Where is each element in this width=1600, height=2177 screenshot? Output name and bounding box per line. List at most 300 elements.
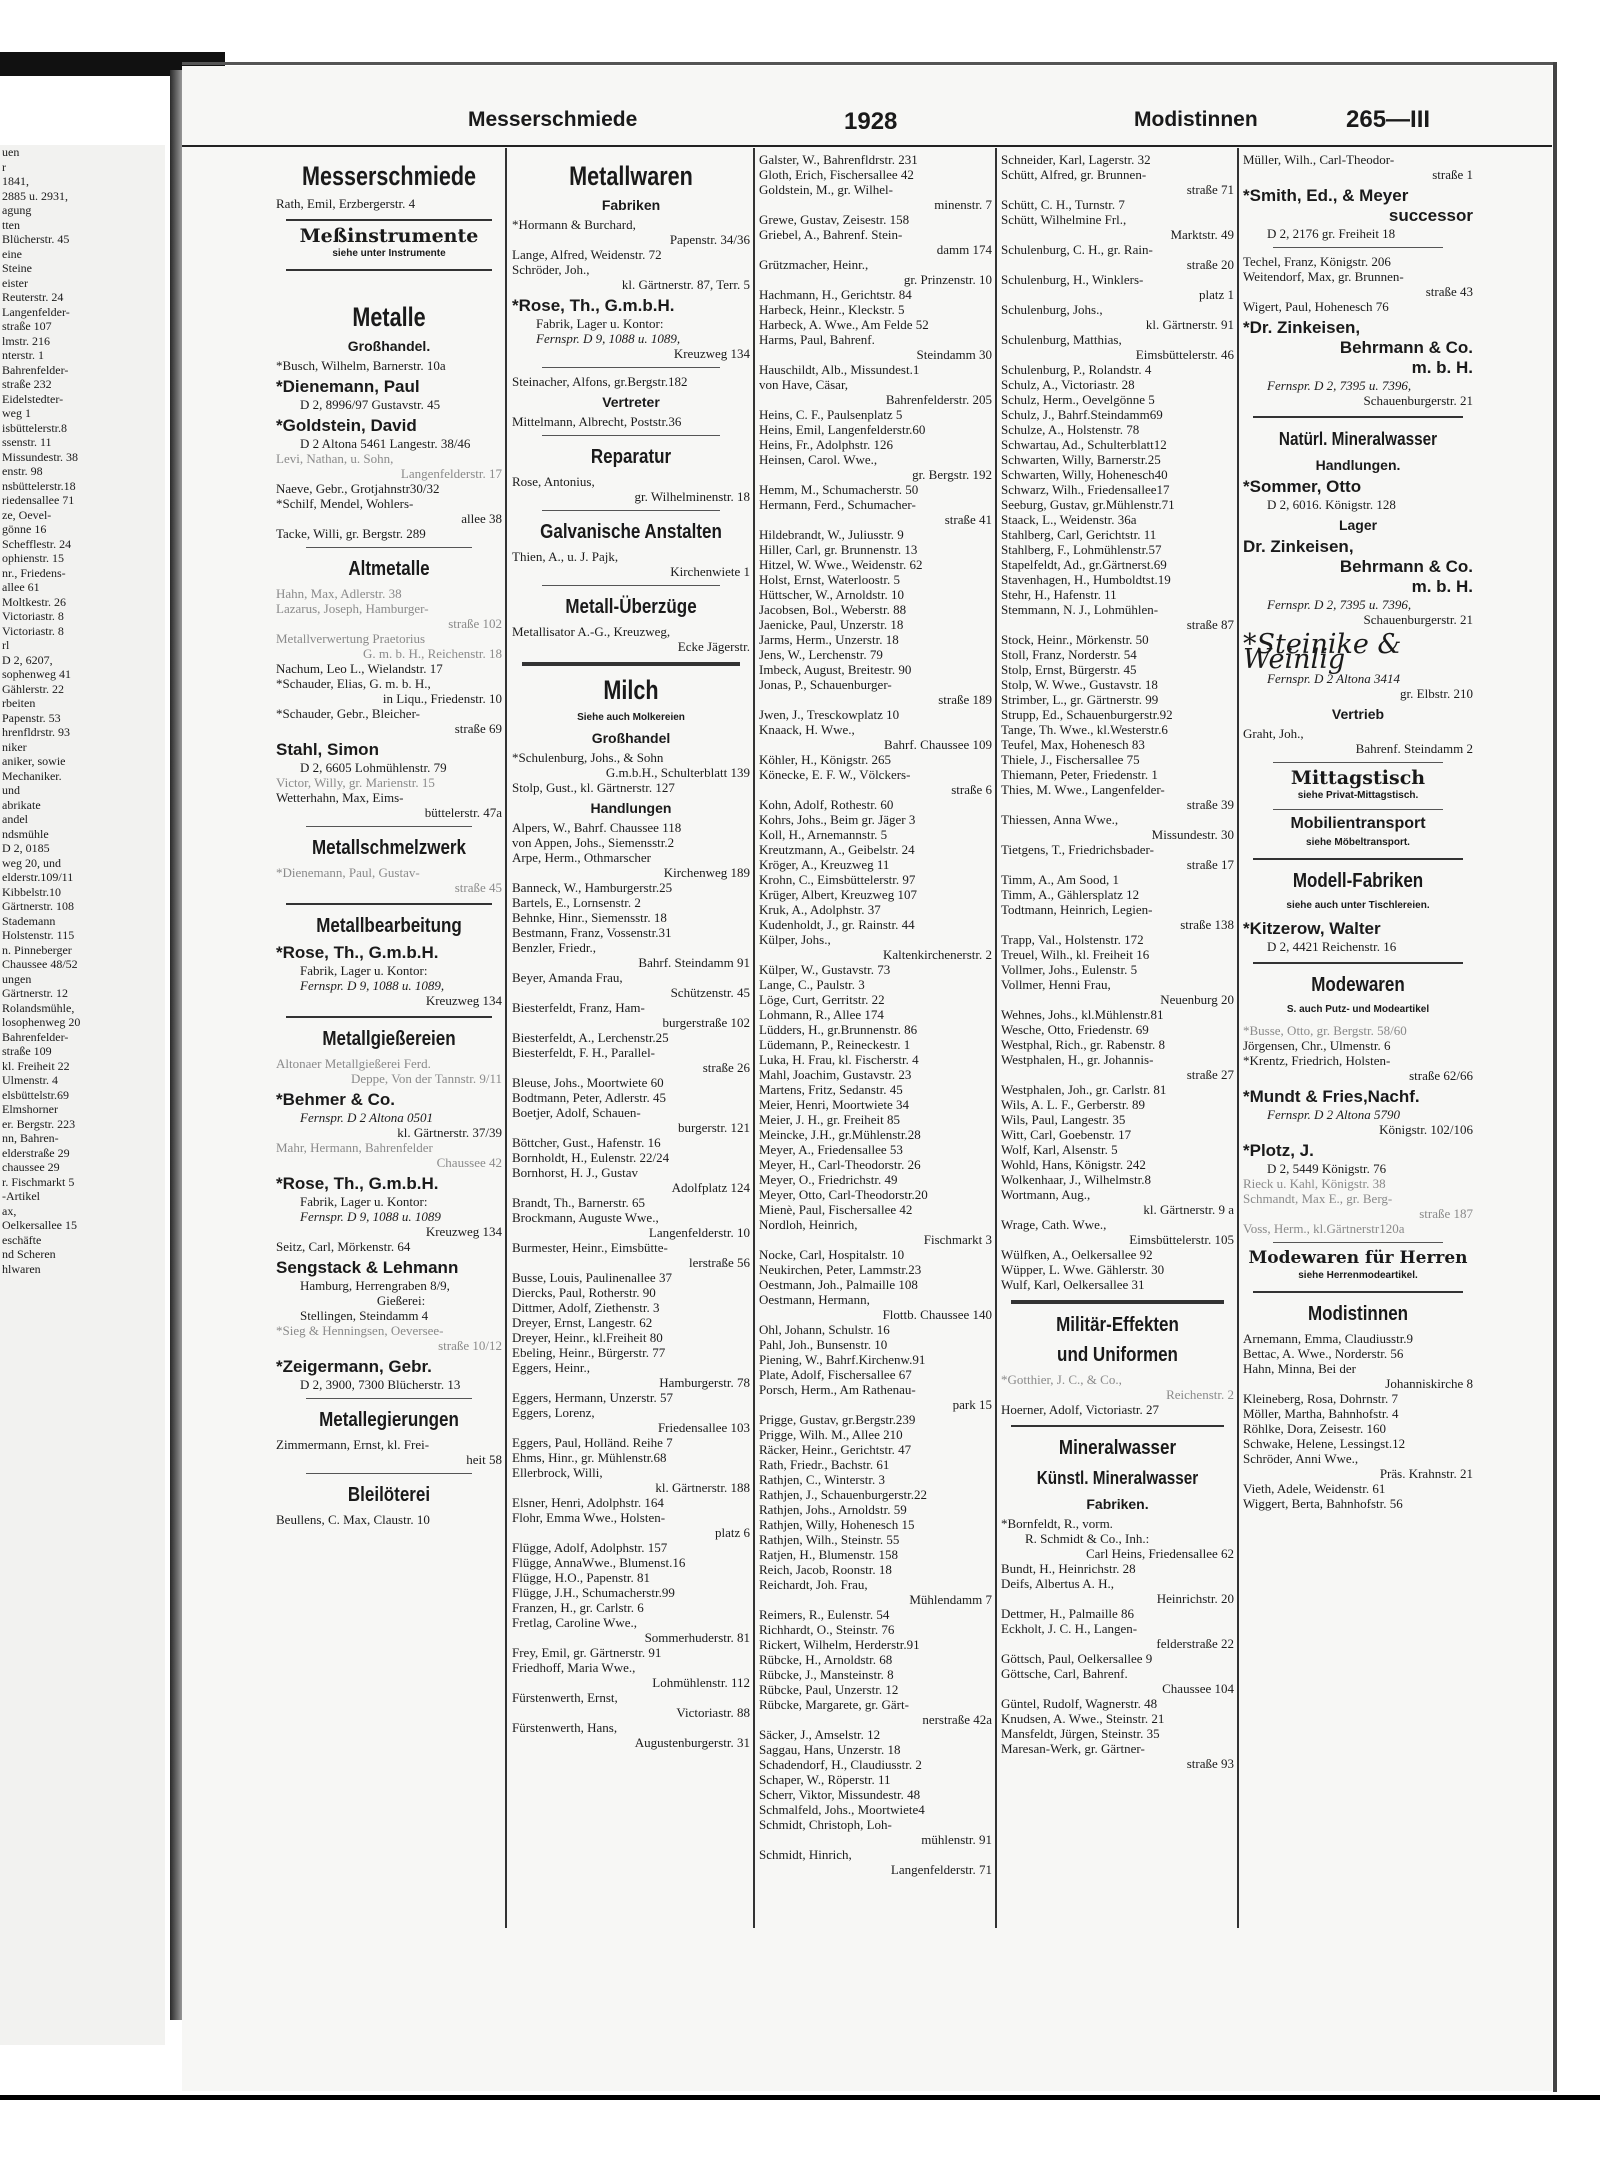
heading-altmetalle: Altmetalle (348, 558, 430, 580)
heading-mobilientransport: Mobilientransport (1290, 815, 1426, 832)
list-entry: Seeburg, Gustav, gr.Mühlenstr.71 (1001, 497, 1175, 512)
list-entry: Knaack, H. Wwe., Bahrf. Chaussee 109 (759, 722, 992, 752)
list-entry: Heins, Fr., Adolphstr. 126 (759, 437, 893, 452)
list-entry: Wrage, Cath. Wwe., Eimsbüttelerstr. 105 (1001, 1217, 1234, 1247)
entry: *Busch, Wilhelm, Barnerstr. 10a (276, 358, 446, 373)
heading-mineralwasser: Mineralwasser (1058, 1437, 1177, 1459)
fragment-line: elderstraße 29 (2, 1145, 70, 1160)
entry: Müller, Wilh., Carl-Theodor- straße 1 (1243, 152, 1473, 182)
heading-metallbearbeitung: Metallbearbeitung (316, 915, 462, 937)
list-entry: Stahlberg, F., Lohmühlenstr.57 (1001, 542, 1162, 557)
fragment-line: Holstenstr. 115 (2, 928, 75, 942)
mineral-water-list (1001, 1561, 1234, 1771)
list-entry: Grützmacher, Heinr., gr. Prinzenstr. 10 (759, 257, 992, 287)
heading-modewaren: Modewaren (1311, 974, 1405, 996)
list-entry: Schwarten, Willy, Barnerstr.25 (1001, 452, 1161, 467)
entry: Rieck u. Kahl, Königstr. 38 (1243, 1176, 1386, 1191)
fragment-line: Chaussee 48/52 (2, 957, 78, 971)
entry: Lange, Alfred, Weidenstr. 72 (512, 247, 662, 262)
fragment-line: straße 109 (2, 1044, 52, 1058)
header-rule (182, 145, 1552, 147)
fragment-line: Gärtnerstr. 12 (2, 986, 68, 1000)
entry: Nachum, Leo L., Wielandstr. 17 (276, 661, 443, 676)
cross-reference: siehe Privat-Mittagstisch. (1297, 790, 1419, 801)
entry-phone: Fernspr. D 2, 7395 u. 7396, (1267, 597, 1412, 612)
list-entry: Lüdders, H., gr.Brunnenstr. 86 (759, 1022, 918, 1037)
list-entry: Krohn, C., Eimsbüttelerstr. 97 (759, 872, 916, 887)
entry: Wigert, Paul, Hohenesch 76 (1243, 299, 1389, 314)
cross-reference: S. auch Putz- und Modeartikel (1286, 1004, 1430, 1015)
fragment-line: n. Pinneberger (2, 942, 72, 957)
list-entry: Schwarten, Willy, Hohenesch40 (1001, 467, 1168, 482)
bold-entry-name: *Smith, Ed., & Meyer (1243, 186, 1409, 205)
section-rule (306, 547, 472, 548)
page-header (182, 108, 1552, 144)
entry-address: Kreuzweg 134 (425, 993, 502, 1008)
heading-kuenstl-mineralwasser: Künstl. Mineralwasser (1036, 1468, 1199, 1488)
fragment-line: straße 232 (2, 377, 52, 391)
list-entry: Frey, Emil, gr. Gärtnerstr. 91 (512, 1645, 662, 1660)
entry: Rath, Emil, Erzbergerstr. 4 (276, 196, 416, 211)
list-entry: Brandt, Th., Barnerstr. 65 (512, 1195, 645, 1210)
entry-phone: Fernspr. D 2 Altona 0501 (300, 1110, 434, 1125)
entry-detail: D 2, 5449 Königstr. 76 (1267, 1161, 1387, 1176)
list-entry: Schulenburg, P., Rolandstr. 4 (1001, 362, 1152, 377)
list-entry: Schulenburg, H., Winklers- platz 1 (1001, 272, 1234, 302)
list-entry: Goldstein, M., gr. Wilhel- minenstr. 7 (759, 182, 992, 212)
bold-entry-name: Dr. Zinkeisen, (1243, 537, 1354, 556)
section-rule (1253, 416, 1463, 418)
list-entry: Oestmann, Hermann, Flottb. Chaussee 140 (759, 1292, 992, 1322)
list-entry: Hiller, Carl, gr. Brunnenstr. 13 (759, 542, 918, 557)
list-entry: Rathjen, Johs., Arnoldstr. 59 (759, 1502, 907, 1517)
fragment-line: abrikate (2, 797, 41, 812)
list-entry: Griebel, A., Bahrenf. Stein- damm 174 (759, 227, 992, 257)
entry: Wetterhahn, Max, Eims- büttelerstr. 47a (276, 790, 502, 820)
column-separator (1237, 148, 1239, 1928)
list-entry: Eggers, Hermann, Unzerstr. 57 (512, 1390, 674, 1405)
heading-modell-fabriken: Modell-Fabriken (1292, 870, 1424, 892)
entry: Beullens, C. Max, Claustr. 10 (276, 1512, 430, 1527)
list-entry: Külper, Johs., Kaltenkirchenerstr. 2 (759, 932, 992, 962)
list-entry: Schneider, Karl, Lagerstr. 32 (1001, 152, 1151, 167)
entry: Mittelmann, Albrecht, Poststr.36 (512, 414, 682, 429)
header-page-number: 265—III (1346, 106, 1431, 133)
fragment-line: eine (2, 246, 22, 261)
fragment-line: niker (2, 739, 27, 754)
heading-militaer-effekten: Militär-Effekten (1056, 1314, 1179, 1336)
advertiser-steinike-weinlig: *Steinike & Weinlig (1243, 629, 1402, 675)
list-entry: Fürstenwerth, Ernst, Victoriastr. 88 (512, 1690, 750, 1720)
fragment-line: Reuterstr. 24 (2, 290, 64, 304)
section-rule (1253, 1291, 1463, 1293)
subheading-grosshandel: Großhandel. (347, 338, 431, 354)
entry-detail: Fabrik, Lager u. Kontor: (300, 1194, 428, 1209)
fragment-line: agung (2, 203, 32, 217)
list-entry: Schwarz, Wilh., Friedensallee17 (1001, 482, 1170, 497)
entry: Weitendorf, Max, gr. Brunnen- straße 43 (1243, 269, 1473, 299)
heading-natuerl-mineralwasser: Natürl. Mineralwasser (1278, 429, 1438, 449)
list-entry: Westphal, Rich., gr. Rabenstr. 8 (1001, 1037, 1165, 1052)
entry: Voss, Herm., kl.Gärtnerstr120a (1243, 1221, 1405, 1236)
section-rule (542, 585, 720, 586)
list-entry: Imbeck, August, Breitestr. 90 (759, 662, 912, 677)
entry: Zimmermann, Ernst, kl. Frei- heit 58 (276, 1437, 502, 1467)
entry-phone: Fernspr. D 9, 1088 u. 1089 (300, 1209, 441, 1224)
list-entry: Wolkenhaar, J., Wilhelmstr.8 (1001, 1172, 1152, 1187)
list-entry: Tietgens, T., Friedrichsbader- straße 17 (1001, 842, 1234, 872)
subheading-handlungen: Handlungen (590, 800, 672, 816)
list-entry: Jonas, P., Schauenburger- straße 189 (759, 677, 992, 707)
list-entry: Schütt, Wilhelmine Frl., Marktstr. 49 (1001, 212, 1234, 242)
fragment-line: hlwaren (2, 1261, 41, 1276)
list-entry: Kleineberg, Rosa, Dohrnstr. 7 (1243, 1391, 1399, 1406)
list-entry: Lange, C., Paulstr. 3 (759, 977, 865, 992)
list-entry: Flohr, Emma Wwe., Holsten- platz 6 (512, 1510, 750, 1540)
list-entry: Bleuse, Johs., Moortwiete 60 (512, 1075, 664, 1090)
cross-reference: Siehe auch Molkereien (577, 712, 685, 723)
list-entry: Burmester, Heinr., Eimsbütte- lerstraße 56 (512, 1240, 750, 1270)
fragment-line: andel (2, 812, 28, 826)
list-entry: Biesterfeldt, F. H., Parallel- straße 26 (512, 1045, 750, 1075)
entry: Schröder, Joh., kl. Gärtnerstr. 87, Terr. 5 (512, 262, 750, 292)
list-entry: Franzen, H., gr. Carlstr. 6 (512, 1600, 644, 1615)
fragment-line: Papenstr. 53 (2, 710, 61, 725)
entry-address: gr. Elbstr. 210 (1400, 686, 1473, 701)
entry-address: Kreuzweg 134 (425, 1224, 502, 1239)
list-entry: Rübcke, J., Mansteinstr. 8 (759, 1667, 894, 1682)
list-entry: Schulz, A., Victoriastr. 28 (1001, 377, 1135, 392)
column-separator (505, 148, 507, 1928)
list-entry: Meyer, Otto, Carl-Theodorstr.20 (759, 1187, 928, 1202)
entry-detail: D 2, 2176 gr. Freiheit 18 (1267, 226, 1396, 241)
page-edge-top (182, 62, 1557, 65)
fragment-line: Langenfelder- (2, 304, 70, 319)
section-rule (1253, 858, 1463, 860)
list-entry: Schwartau, Ad., Schulterblatt12 (1001, 437, 1167, 452)
entry: Levi, Nathan, u. Sohn, Langenfelderstr. 17 (276, 451, 502, 481)
list-entry: Bettac, A. Wwe., Norderstr. 56 (1243, 1346, 1404, 1361)
section-rule (1273, 247, 1443, 248)
list-entry: Scherr, Viktor, Missundestr. 48 (759, 1787, 921, 1802)
previous-page-fragment (0, 145, 165, 2045)
entry: Naeve, Gebr., Grotjahnstr30/32 (276, 481, 440, 496)
list-entry: Timm, A., Gählersplatz 12 (1001, 887, 1140, 902)
list-entry: Schaper, W., Röperstr. 11 (759, 1772, 891, 1787)
fragment-line: 1841, (2, 174, 29, 188)
list-entry: Arpe, Herm., Othmarscher Kirchenweg 189 (512, 850, 750, 880)
list-entry: Säcker, J., Amselstr. 12 (759, 1727, 881, 1742)
fragment-line: nsbüttelerstr.18 (2, 478, 76, 493)
section-rule (522, 662, 740, 666)
fragment-line: Rolandsmühle, (2, 1000, 75, 1015)
list-entry: Meier, J. H., gr. Freiheit 85 (759, 1112, 901, 1127)
list-entry: Mahl, Joachim, Gustavstr. 23 (759, 1067, 912, 1082)
fragment-line: sophenweg 41 (2, 667, 71, 681)
bold-entry-name: *Behmer & Co. (276, 1090, 396, 1109)
fragment-line: eister (2, 275, 28, 290)
list-entry: Krüger, Albert, Kreuzweg 107 (759, 887, 917, 902)
entry: *Bornfeldt, R., vorm. (1001, 1516, 1113, 1531)
entry: Metallverwertung Praetorius G. m. b. H., Reichenstr. 18 (276, 631, 502, 661)
list-entry: Harbeck, Heinr., Kleckstr. 5 (759, 302, 905, 317)
fragment-line: Steine (2, 261, 32, 275)
subheading-handlungen: Handlungen. (1315, 457, 1401, 473)
fragment-line: nn, Bahren- (2, 1131, 59, 1145)
fragment-line: -Artikel (2, 1189, 40, 1203)
list-entry: Reichardt, Joh. Frau, Mühlendamm 7 (759, 1577, 992, 1607)
list-entry: Bundt, H., Heinrichstr. 28 (1001, 1561, 1136, 1576)
fragment-line: rl (2, 638, 10, 652)
list-entry: Ehms, Hinr., gr. Mühlenstr.68 (512, 1450, 667, 1465)
entry: Stolp, Gust., kl. Gärtnerstr. 127 (512, 780, 675, 795)
section-rule (1011, 1425, 1224, 1427)
heading-messinstrumente: Meßinstrumente (299, 225, 479, 247)
bold-entry-name: *Rose, Th., G.m.b.H. (512, 296, 675, 315)
list-entry: Meyer, O., Friedrichstr. 49 (759, 1172, 898, 1187)
list-entry: Harms, Paul, Bahrenf. Steindamm 30 (759, 332, 992, 362)
fragment-line: r (2, 159, 6, 174)
list-entry: Schulz, Herm., Oevelgönne 5 (1001, 392, 1155, 407)
subheading-vertreter: Vertreter (602, 394, 660, 410)
list-entry: Schmidt, Christoph, Loh- mühlenstr. 91 (759, 1817, 992, 1847)
list-entry: Beyer, Amanda Frau, Schützenstr. 45 (512, 970, 750, 1000)
list-entry: Galster, W., Bahrenfldrstr. 231 (759, 152, 918, 167)
list-entry: Schulenburg, C. H., gr. Rain- straße 20 (1001, 242, 1234, 272)
list-entry: Ohl, Johann, Schulstr. 16 (759, 1322, 890, 1337)
list-entry: Todtmann, Heinrich, Legien- straße 138 (1001, 902, 1234, 932)
entry: *Hormann & Burchard, Papenstr. 34/36 (512, 217, 750, 247)
list-entry: Schütt, C. H., Turnstr. 7 (1001, 197, 1125, 212)
fragment-line: enstr. 98 (2, 464, 43, 478)
fragment-line: rbeiten (2, 696, 36, 710)
list-entry: Vieth, Adele, Weidenstr. 61 (1243, 1481, 1386, 1496)
fragment-line: Ulmenstr. 4 (2, 1073, 58, 1087)
entry: Thien, A., u. J. Pajk, Kirchenwiete 1 (512, 549, 750, 579)
entry: *Schulenburg, Johs., & Sohn G.m.b.H., Schulterblatt 139 (512, 750, 750, 780)
list-entry: Meyer, A., Friedensallee 53 (759, 1142, 903, 1157)
list-entry: Vollmer, Henni Frau, Neuenburg 20 (1001, 977, 1234, 1007)
bold-entry-name: *Sommer, Otto (1243, 477, 1362, 496)
list-entry: Rathjen, C., Winterstr. 3 (759, 1472, 885, 1487)
subheading-fabriken: Fabriken (601, 197, 661, 213)
list-entry: Prigge, Gustav, gr.Bergstr.239 (759, 1412, 916, 1427)
entry-detail: D 2, 4421 Reichenstr. 16 (1267, 939, 1397, 954)
list-entry: Mienè, Paul, Fischersallee 42 (759, 1202, 913, 1217)
fragment-line: nr., Friedens- (2, 565, 66, 580)
list-entry: Rathjen, Willy, Hohenesch 15 (759, 1517, 915, 1532)
list-entry: Wülfken, A., Oelkersallee 92 (1001, 1247, 1153, 1262)
list-entry: Flügge, H.O., Papenstr. 81 (512, 1570, 650, 1585)
list-entry: Köhler, H., Königstr. 265 (759, 752, 891, 767)
fragment-line: ssenstr. 11 (2, 435, 52, 449)
fragment-line: ophienstr. 15 (2, 551, 64, 565)
fragment-line: elderstr.109/11 (2, 870, 74, 884)
bold-entry-name: *Plotz, J. (1243, 1141, 1314, 1160)
list-entry: Güntel, Rudolf, Wagnerstr. 48 (1001, 1696, 1158, 1711)
fragment-line: chaussee 29 (2, 1160, 60, 1174)
list-entry: Wolf, Karl, Alsenstr. 5 (1001, 1142, 1118, 1157)
list-entry: von Appen, Johs., Siemensstr.2 (512, 835, 675, 850)
list-entry: Jaenicke, Paul, Unzerstr. 18 (759, 617, 904, 632)
list-entry: Stemmann, N. J., Lohmühlen- straße 87 (1001, 602, 1234, 632)
list-entry: Heins, Emil, Langenfelderstr.60 (759, 422, 926, 437)
section-rule (306, 1398, 472, 1399)
list-entry: Kohn, Adolf, Rothestr. 60 (759, 797, 894, 812)
list-entry: Holst, Ernst, Waterloostr. 5 (759, 572, 900, 587)
fragment-line: Victoriastr. 8 (2, 609, 64, 623)
list-entry: Jens, W., Lerchenstr. 79 (759, 647, 883, 662)
list-entry: Porsch, Herm., Am Rathenau- park 15 (759, 1382, 992, 1412)
list-entry: Banneck, W., Hamburgerstr.25 (512, 880, 673, 895)
entry: *Gotthier, J. C., & Co., Reichenstr. 2 (1001, 1372, 1234, 1402)
milk-dealers-list-continued (1001, 152, 1234, 1292)
entry-address: Schauenburgerstr. 21 (1363, 612, 1473, 627)
heading-bleiloeterei: Bleilöterei (347, 1484, 431, 1506)
list-entry: Nocke, Carl, Hospitalstr. 10 (759, 1247, 905, 1262)
bold-entry-name: *Rose, Th., G.m.b.H. (276, 943, 439, 962)
milk-dealers-list-continued (759, 152, 992, 1877)
fragment-line: Victoriastr. 8 (2, 623, 64, 638)
bold-entry-name: successor (1388, 206, 1473, 225)
list-entry: Saggau, Hans, Unzerstr. 18 (759, 1742, 901, 1757)
list-entry: Wiggert, Berta, Bahnhofstr. 56 (1243, 1496, 1403, 1511)
cross-reference: siehe Herrenmodeartikel. (1298, 1270, 1418, 1281)
list-entry: Trapp, Val., Holstenstr. 172 (1001, 932, 1144, 947)
bold-entry-name: *Dienemann, Paul (276, 377, 420, 396)
list-entry: Lüdemann, P., Reineckestr. 1 (759, 1037, 911, 1052)
column-separator (995, 148, 997, 1928)
fragment-line: Kibbelstr.10 (2, 884, 61, 899)
list-entry: Prigge, Wilh. M., Allee 210 (759, 1427, 903, 1442)
list-entry: Kreutzmann, A., Geibelstr. 24 (759, 842, 915, 857)
fragment-line: losophenweg 20 (2, 1015, 81, 1029)
entry-detail: D 2, 3900, 7300 Blücherstr. 13 (300, 1377, 461, 1392)
fragment-line: weg 1 (2, 406, 31, 420)
list-entry: Eckholt, J. C. H., Langen- felderstraße 22 (1001, 1621, 1234, 1651)
list-entry: Richhardt, O., Steinstr. 76 (759, 1622, 895, 1637)
entry-detail: Hamburg, Herrengraben 8/9, (300, 1278, 450, 1293)
list-entry: Hildebrandt, W., Juliusstr. 9 (759, 527, 904, 542)
fragment-line: hrenfldrstr. 93 (2, 725, 70, 739)
list-entry: Rath, Friedr., Bachstr. 61 (759, 1457, 890, 1472)
fragment-line: er. Bergstr. 223 (2, 1116, 76, 1131)
list-entry: Fretlag, Caroline Wwe., Sommerhuderstr. 81 (512, 1615, 750, 1645)
list-entry: Biesterfeldt, A., Lerchenstr.25 (512, 1030, 669, 1045)
list-entry: Behnke, Hinr., Siemensstr. 18 (512, 910, 667, 925)
fragment-line: lmstr. 216 (2, 333, 51, 348)
list-entry: Westphalen, Joh., gr. Carlstr. 81 (1001, 1082, 1167, 1097)
list-entry: Neukirchen, Peter, Lammstr.23 (759, 1262, 922, 1277)
entry-detail: D 2, 6016. Königstr. 128 (1267, 497, 1396, 512)
list-entry: Eggers, Lorenz, Friedensallee 103 (512, 1405, 750, 1435)
fragment-line: Oelkersallee 15 (2, 1218, 77, 1232)
entry: Schmandt, Max E., gr. Berg- straße 187 (1243, 1191, 1473, 1221)
heading-reparatur: Reparatur (590, 446, 672, 468)
entry-address: Kreuzweg 134 (673, 346, 750, 361)
heading-modistinnen: Modistinnen (1307, 1303, 1409, 1325)
entry-detail: R. Schmidt & Co., Inh.: (1025, 1531, 1150, 1546)
list-entry: Wesche, Otto, Friedenstr. 69 (1001, 1022, 1149, 1037)
heading-und-uniformen: und Uniformen (1057, 1344, 1178, 1366)
entry: Altonaer Metallgießerei Ferd. Deppe, Von der Tannstr. 9/11 (276, 1056, 502, 1086)
entry: Rose, Antonius, gr. Wilhelminenstr. 18 (512, 474, 750, 504)
entry-detail: D 2 Altona 5461 Langestr. 38/46 (300, 436, 471, 451)
entry-detail: Stellingen, Steindamm 4 (300, 1308, 429, 1323)
entry: Steinacher, Alfons, gr.Bergstr.182 (512, 374, 688, 389)
entry-detail: D 2, 8996/97 Gustavstr. 45 (300, 397, 441, 412)
list-entry: Thiele, J., Fischersallee 75 (1001, 752, 1140, 767)
section-rule (286, 219, 492, 221)
list-entry: Maresan-Werk, gr. Gärtner- straße 93 (1001, 1741, 1234, 1771)
list-entry: Hüttscher, W., Arnoldstr. 10 (759, 587, 905, 602)
list-entry: Schröder, Anni Wwe., Präs. Krahnstr. 21 (1243, 1451, 1473, 1481)
fragment-line: und (2, 783, 20, 797)
entry: Lazarus, Joseph, Hamburger- straße 102 (276, 601, 502, 631)
entry-phone: Fernspr. D 2 Altona 5790 (1267, 1107, 1401, 1122)
cross-reference: siehe unter Instrumente (332, 248, 446, 259)
list-entry: Wehnes, Johs., kl.Mühlenstr.81 (1001, 1007, 1164, 1022)
entry-phone: Fernspr. D 2 Altona 3414 (1267, 671, 1401, 686)
list-entry: Thiemann, Peter, Friedenstr. 1 (1001, 767, 1158, 782)
list-entry: Eggers, Paul, Holländ. Reihe 7 (512, 1435, 673, 1450)
list-entry: Wils, Paul, Langestr. 35 (1001, 1112, 1126, 1127)
list-entry: Plate, Adolf, Fischersallee 67 (759, 1367, 912, 1382)
list-entry: Friedhoff, Maria Wwe., Lohmühlenstr. 112 (512, 1660, 750, 1690)
entry-detail: Fabrik, Lager u. Kontor: (300, 963, 428, 978)
entry-address: Schauenburgerstr. 21 (1363, 393, 1473, 408)
fragment-line: Bahrenfelder- (2, 362, 69, 377)
list-entry: Kruk, A., Adolphstr. 37 (759, 902, 881, 917)
list-entry: Bartels, E., Lornsenstr. 2 (512, 895, 641, 910)
list-entry: Bornholdt, H., Eulenstr. 22/24 (512, 1150, 670, 1165)
bold-entry-name: m. b. H. (1411, 577, 1473, 596)
list-entry: Fürstenwerth, Hans, Augustenburgerstr. 31 (512, 1720, 750, 1750)
column-1 (276, 152, 502, 1527)
bold-entry-name: *Mundt & Fries,Nachf. (1243, 1087, 1420, 1106)
list-entry: Nordloh, Heinrich, Fischmarkt 3 (759, 1217, 992, 1247)
fragment-line: ax, (2, 1203, 17, 1218)
fragment-line: tten (2, 217, 20, 232)
list-entry: Reimers, R., Eulenstr. 54 (759, 1607, 890, 1622)
list-entry: Stock, Heinr., Mörkenstr. 50 (1001, 632, 1149, 647)
entry: Hahn, Max, Adlerstr. 38 (276, 586, 402, 601)
list-entry: Meyer, H., Carl-Theodorstr. 26 (759, 1157, 921, 1172)
header-year: 1928 (844, 108, 898, 135)
list-entry: Wortmann, Aug., kl. Gärtnerstr. 9 a (1001, 1187, 1234, 1217)
list-entry: Schulz, J., Bahrf.Steindamm69 (1001, 407, 1163, 422)
list-entry: Hermann, Ferd., Schumacher- straße 41 (759, 497, 992, 527)
section-rule (286, 903, 492, 905)
fragment-line: r. Fischmarkt 5 (2, 1174, 75, 1189)
list-entry: Thiessen, Anna Wwe., Missundestr. 30 (1001, 812, 1234, 842)
list-entry: Schütt, Alfred, gr. Brunnen- straße 71 (1001, 167, 1234, 197)
list-entry: Schwake, Helene, Lessingst.12 (1243, 1436, 1406, 1451)
bold-entry-name: Behrmann & Co. (1339, 338, 1473, 357)
entry-address: Carl Heins, Friedensallee 62 (1085, 1546, 1234, 1561)
entry-phone: Fernspr. D 2, 7395 u. 7396, (1267, 378, 1412, 393)
list-entry: Schadendorf, H., Claudiusstr. 2 (759, 1757, 922, 1772)
fragment-line: isbüttelerstr.8 (2, 420, 67, 435)
list-entry: Stolp, Ernst, Bürgerstr. 45 (1001, 662, 1137, 677)
section-rule (1273, 809, 1443, 810)
fragment-line: kl. Freiheit 22 (2, 1058, 70, 1073)
column-4 (1001, 152, 1234, 1771)
cross-reference: siehe auch unter Tischlereien. (1286, 900, 1430, 911)
bold-entry-name: *Rose, Th., G.m.b.H. (276, 1174, 439, 1193)
list-entry: Schmidt, Hinrich, Langenfelderstr. 71 (759, 1847, 992, 1877)
heading-modewaren-fuer-herren: Modewaren für Herren (1248, 1248, 1468, 1268)
